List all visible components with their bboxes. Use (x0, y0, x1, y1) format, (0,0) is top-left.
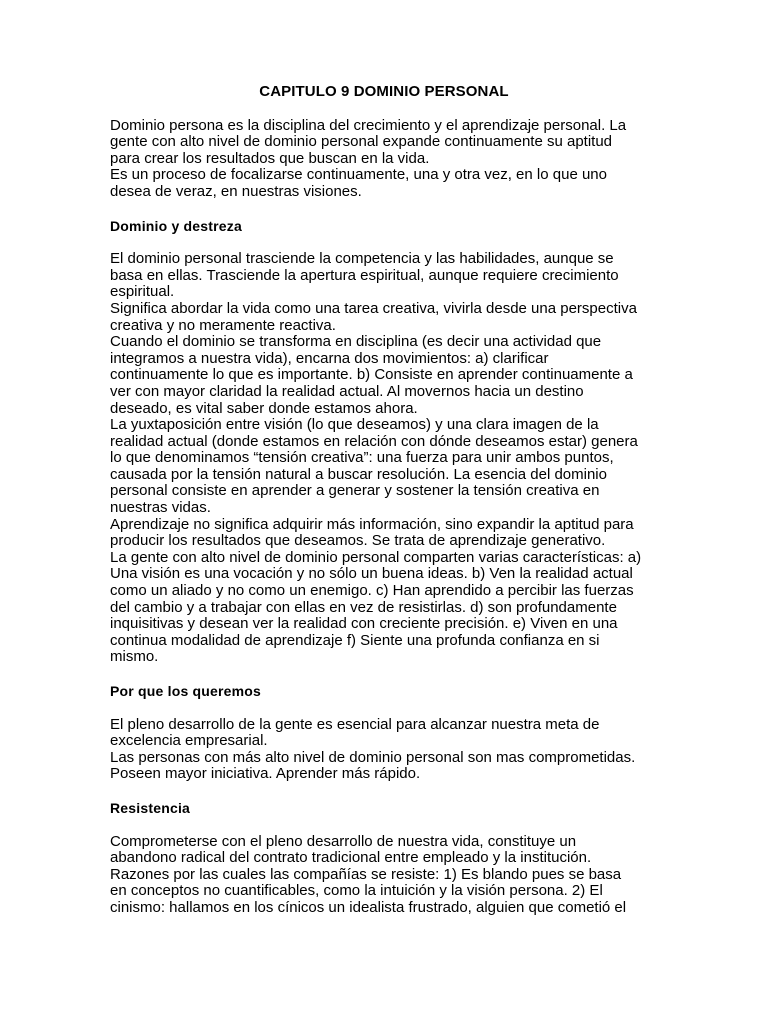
body-paragraph: Razones por las cuales las compañías se resiste: 1) Es blando pues se basa en conceptos no cuantificables, como la intuición y la visión persona. 2) El cinismo: hallamos en los cínicos un idealista frustrado, alguien que cometió el (110, 865, 627, 916)
body-paragraph: Comprometerse con el pleno desarrollo de nuestra vida, constituye un abandono radical del contrato tradicional entre empleado y la institución. (110, 832, 592, 867)
section-heading-por-que-los-queremos: Por que los queremos (110, 683, 262, 699)
body-paragraph: La gente con alto nivel de dominio personal comparten varias características: a) Una visión es una vocación y no sólo un buena ideas. b) Ven la realidad actual como un aliado y no como un enemigo. c) Han aprendido a percibir las fuerzas del cambio y a trabajar con ellas en vez de resistirlas. d) son profundamente inquisitivas y desean ver la realidad con creciente precisión. e) Viven en una continua modalidad de aprendizaje f) Siente una profunda confianza en si mismo. (110, 548, 642, 666)
intro-block (110, 118, 658, 201)
section-heading-dominio-y-destreza: Dominio y destreza (110, 217, 242, 234)
body-paragraph: El pleno desarrollo de la gente es esencial para alcanzar nuestra meta de excelencia empresarial. (110, 715, 600, 750)
section-body-por-que-los-queremos (110, 717, 658, 783)
body-paragraph: Cuando el dominio se transforma en disciplina (es decir una actividad que integramos a nuestra vida), encarna dos movimientos: a) clarificar continuamente lo que es importante. b) Consiste en aprender continuamente a ver con mayor claridad la realidad actual. Al movernos hacia un destino deseado, es vital saber donde estamos ahora. (110, 333, 633, 417)
body-paragraph: Aprendizaje no significa adquirir más información, sino expandir la aptitud para producir los resultados que deseamos. Se trata de aprendizaje generativo. (110, 515, 634, 550)
section-body-dominio-y-destreza (110, 251, 658, 666)
section-body-resistencia (110, 834, 658, 917)
intro-paragraph: Es un proceso de focalizarse continuamente, una y otra vez, en lo que uno desea de veraz, en nuestras visiones. (110, 166, 607, 200)
document-title: CAPITULO 9 DOMINIO PERSONAL (259, 83, 509, 100)
document-page (110, 84, 658, 934)
section-heading-resistencia: Resistencia (110, 799, 191, 816)
intro-paragraph: Dominio persona es la disciplina del crecimiento y el aprendizaje personal. La gente con alto nivel de dominio personal expande continuamente su aptitud para crear los resultados que buscan en la vida. (110, 116, 627, 167)
body-paragraph: Las personas con más alto nivel de dominio personal son mas comprometidas. Poseen mayor iniciativa. Aprender más rápido. (110, 748, 636, 783)
body-paragraph: Significa abordar la vida como una tarea creativa, vivirla desde una perspectiva creativa y no meramente reactiva. (110, 299, 637, 334)
body-paragraph: El dominio personal trasciende la competencia y las habilidades, aunque se basa en ellas. Trasciende la apertura espiritual, aunque requiere crecimiento espiritual. (110, 250, 619, 301)
body-paragraph: La yuxtaposición entre visión (lo que deseamos) y una clara imagen de la realidad actual (donde estamos en relación con dónde deseamos estar) genera lo que denominamos “tensión creativa”: una fuerza para unir ambos puntos, causada por la tensión natural a buscar resolución. La esencia del dominio personal consiste en aprender a generar y sostener la tensión creativa en nuestras vidas. (110, 416, 638, 517)
